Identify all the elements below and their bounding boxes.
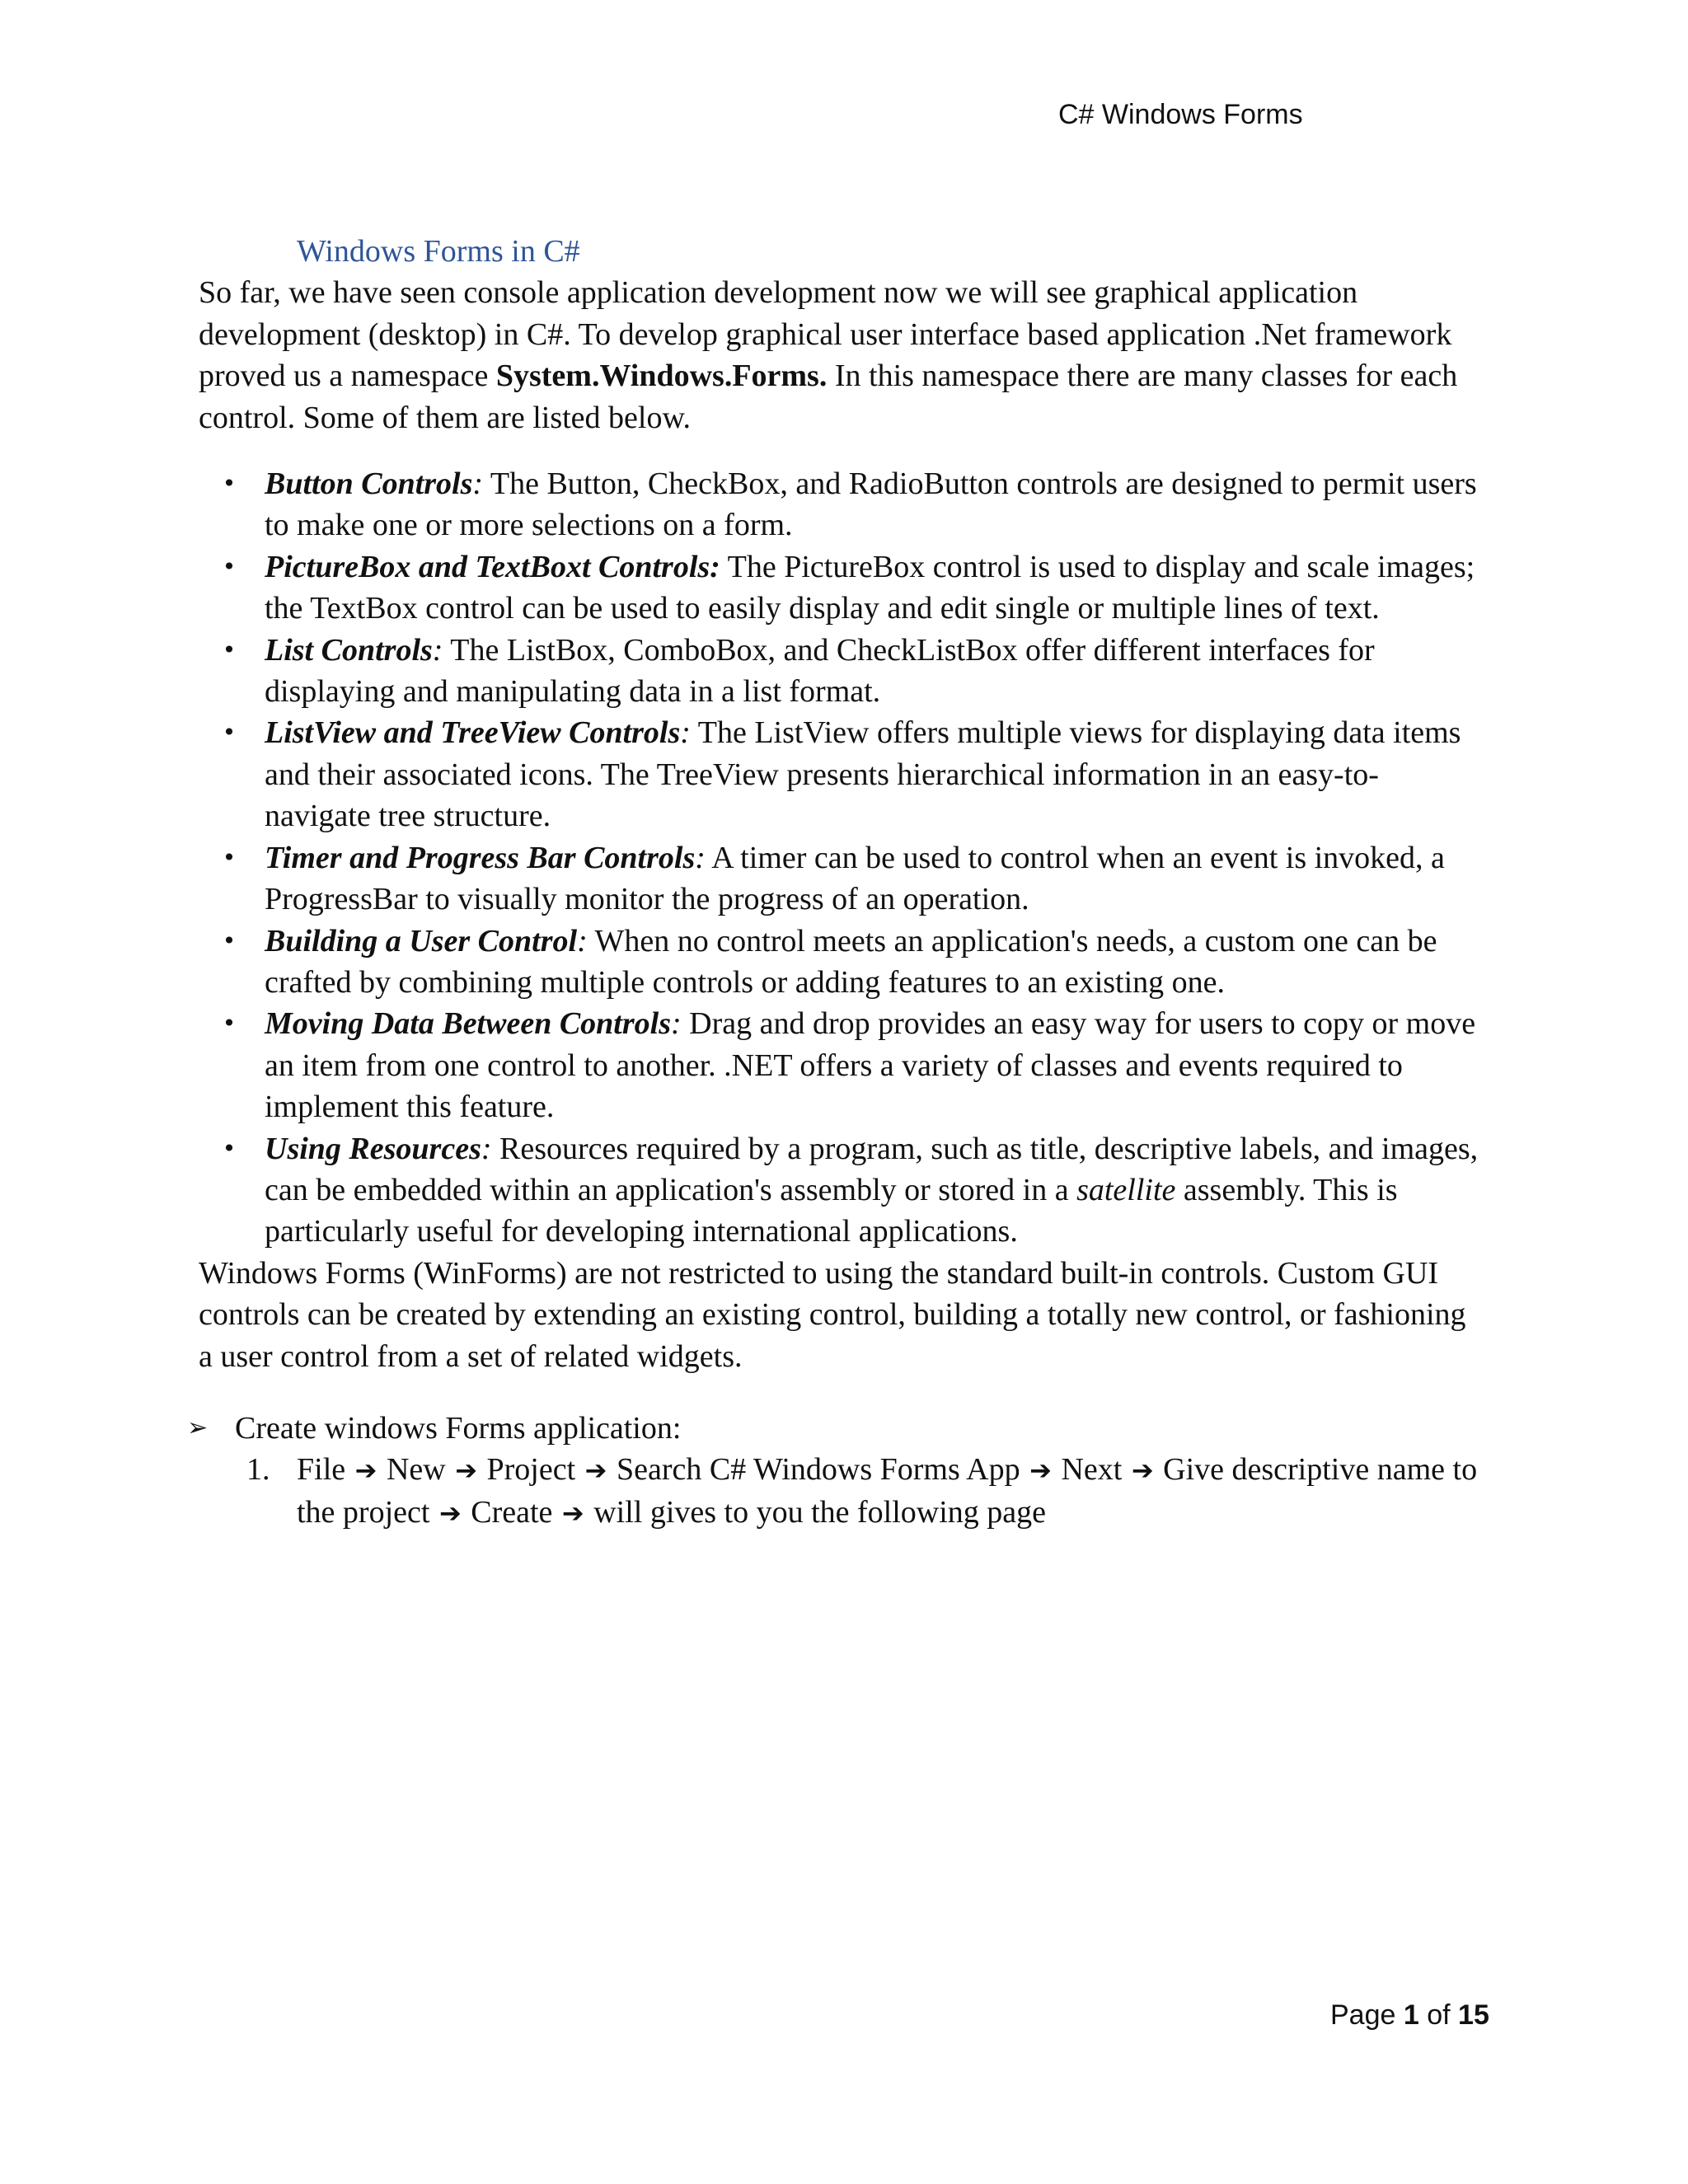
closing-paragraph: Windows Forms (WinForms) are not restricted to using the standard built-in controls. Custom GUI controls can be created by extending an existing control, building a totally new control, or fashioning a user control from a set of related widgets. — [199, 1255, 1466, 1374]
bullet-icon: • — [222, 1134, 237, 1162]
list-item — [199, 1003, 1484, 1127]
list-item — [199, 1128, 1484, 1253]
arrowhead-bullet-icon: ➢ — [187, 1413, 209, 1442]
bullet-icon: • — [222, 552, 237, 580]
step-part: File — [297, 1452, 346, 1488]
page-word: Page — [1330, 1999, 1396, 2031]
item-text: The Button, CheckBox, and RadioButton controls are designed to permit users to make one or more selections on a form. — [265, 466, 1477, 543]
list-item — [199, 837, 1484, 921]
item-text: The PictureBox control is used to display and scale images; the TextBox control can be used to easily display and edit single or multiple lines of text. — [265, 549, 1475, 626]
intro-paragraph — [199, 272, 1484, 438]
bullet-icon: • — [222, 926, 237, 954]
item-text: Drag and drop provides an easy way for users to copy or move an item from one control to another. .NET offers a variety of classes and events required to implement this feature. — [265, 1006, 1476, 1125]
right-arrow-icon: ➔ — [584, 1455, 607, 1487]
of-word: of — [1427, 1999, 1451, 2031]
running-header: C# Windows Forms — [1058, 99, 1303, 130]
list-item — [199, 546, 1484, 630]
step-part: New — [386, 1452, 446, 1488]
bullet-icon: • — [222, 1010, 237, 1038]
item-sep: : — [695, 840, 706, 875]
step-number: 1. — [246, 1452, 270, 1488]
document-body — [187, 231, 1484, 1534]
page-number-footer — [1330, 1999, 1489, 2032]
create-section — [187, 1408, 1484, 1449]
step-part: Next — [1061, 1452, 1123, 1488]
item-sep: : — [432, 632, 443, 668]
item-sep: : — [680, 715, 691, 751]
current-page: 1 — [1403, 1999, 1419, 2031]
item-text: The ListView offers multiple views for displaying data items and their associated icons. The TreeView presents hierarchical information in an easy-to-navigate tree structure. — [265, 715, 1461, 834]
item-term: List Controls — [265, 632, 433, 668]
list-item — [199, 630, 1484, 713]
item-sep: : — [481, 1131, 492, 1166]
step-part: Project — [486, 1452, 576, 1488]
list-item — [199, 921, 1484, 1004]
item-italic-word: satellite — [1076, 1172, 1176, 1207]
step-part: Create — [471, 1494, 553, 1530]
step-item — [199, 1449, 1484, 1534]
item-text: A timer can be used to control when an event is invoked, a ProgressBar to visually monitor the progress of an operation. — [265, 840, 1445, 917]
bullet-icon: • — [222, 635, 237, 663]
item-text: When no control meets an application's needs, a custom one can be crafted by combining multiple controls or adding features to an existing one. — [265, 923, 1437, 1000]
right-arrow-icon: ➔ — [1029, 1455, 1052, 1487]
right-arrow-icon: ➔ — [354, 1455, 377, 1487]
intro-text-end: In this namespace there are many classes for each control. Some of them are listed below. — [199, 359, 1458, 435]
controls-list — [199, 463, 1484, 1253]
right-arrow-icon: ➔ — [438, 1497, 462, 1529]
item-term: PictureBox and TextBoxt Controls: — [265, 549, 720, 584]
item-term: Using Resources — [265, 1131, 481, 1166]
list-item — [199, 463, 1484, 546]
bullet-icon: • — [222, 843, 237, 871]
right-arrow-icon: ➔ — [1131, 1455, 1154, 1487]
item-text-end: assembly. This is particularly useful for developing international applications. — [265, 1172, 1398, 1249]
section-heading: Windows Forms in C# — [297, 234, 580, 269]
bullet-icon: • — [222, 470, 237, 498]
intro-text: So far, we have seen console application development now we will see graphical application development (desktop) in C#. To develop graphical user interface based application .Net framework proved us a namespace — [199, 275, 1452, 394]
create-section-title: Create windows Forms application: — [235, 1410, 682, 1446]
step-part: Give descriptive name to the project — [297, 1452, 1478, 1530]
right-arrow-icon: ➔ — [455, 1455, 478, 1487]
bullet-icon: • — [222, 719, 237, 747]
item-text: Resources required by a program, such as title, descriptive labels, and images, can be embedded within an application's assembly or stored in a — [265, 1131, 1479, 1207]
right-arrow-icon: ➔ — [561, 1497, 584, 1529]
item-term: Moving Data Between Controls — [265, 1006, 671, 1042]
item-sep: : — [671, 1006, 682, 1042]
item-sep: : — [577, 923, 588, 958]
item-term: ListView and TreeView Controls — [265, 715, 681, 751]
step-part: Search C# Windows Forms App — [616, 1452, 1020, 1488]
namespace-name: System.Windows.Forms. — [495, 359, 828, 394]
step-part: will gives to you the following page — [593, 1494, 1047, 1530]
item-term: Timer and Progress Bar Controls — [265, 840, 696, 875]
total-pages: 15 — [1458, 1999, 1489, 2031]
list-item — [199, 712, 1484, 837]
item-text: The ListBox, ComboBox, and CheckListBox offer different interfaces for displaying and manipulating data in a list format. — [265, 632, 1375, 710]
item-sep: : — [472, 466, 484, 502]
item-term: Button Controls — [265, 466, 473, 502]
item-term: Building a User Control — [265, 923, 578, 958]
